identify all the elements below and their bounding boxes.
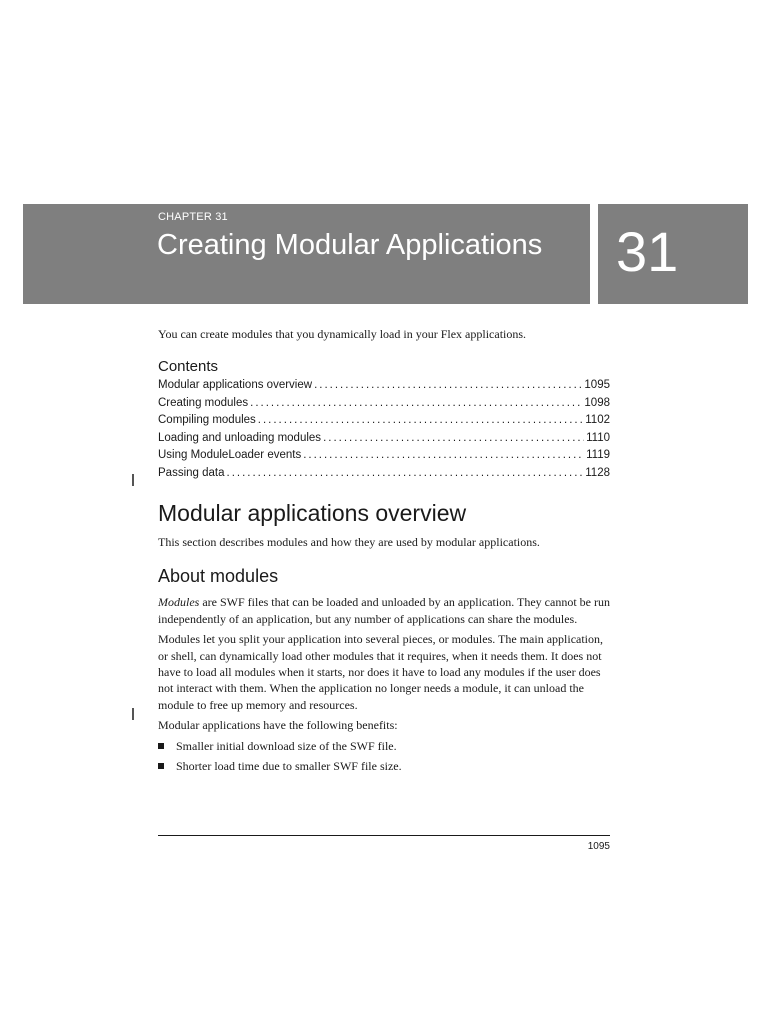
toc-leader: [314, 377, 582, 395]
toc-item-page[interactable]: 1128: [585, 466, 610, 479]
chapter-intro: You can create modules that you dynamically load in your Flex applications.: [158, 327, 527, 341]
table-of-contents: [158, 377, 610, 482]
toc-item-page[interactable]: 1119: [586, 449, 610, 461]
toc-item-page[interactable]: 1102: [585, 414, 610, 426]
modules-explanation-paragraph: Modules let you split your application into several pieces, or modules. The main application, or shell, can dynamically load other modules that it requires, when it needs them. It does not have to load all modules when it starts, nor does it have to load any modules if the user does not interact with them. When the application no longer needs a module, it can unload the module to free up memory and resources.: [158, 632, 604, 712]
toc-item-title[interactable]: Modular applications overview: [158, 379, 313, 391]
section-heading: Modular applications overview: [158, 500, 467, 526]
toc-item[interactable]: [158, 412, 610, 430]
chapter-number: 31: [616, 220, 679, 283]
change-bar: [132, 474, 134, 486]
modules-term: Modules: [158, 595, 200, 610]
modules-definition-paragraph: [158, 594, 610, 627]
toc-leader: [303, 447, 584, 465]
list-item: [158, 758, 610, 774]
contents-heading: Contents: [158, 358, 219, 375]
toc-item-title[interactable]: Using ModuleLoader events: [158, 449, 302, 461]
chapter-label: CHAPTER 31: [158, 211, 228, 223]
toc-item[interactable]: [158, 430, 610, 448]
chapter-header-band: [23, 204, 590, 304]
square-bullet-icon: [158, 743, 164, 749]
list-item-text: Shorter load time due to smaller SWF file size.: [176, 759, 402, 774]
toc-item[interactable]: [158, 465, 610, 483]
chapter-number-box: [598, 204, 748, 304]
toc-leader: [250, 395, 582, 413]
toc-leader: [323, 430, 584, 448]
toc-item-page[interactable]: 1095: [584, 379, 610, 391]
benefits-intro-paragraph: Modular applications have the following benefits:: [158, 718, 398, 733]
benefits-list: [158, 738, 610, 775]
toc-item[interactable]: [158, 447, 610, 465]
list-item: [158, 738, 610, 754]
chapter-title: Creating Modular Applications: [157, 229, 543, 261]
toc-item-title[interactable]: Loading and unloading modules: [158, 431, 322, 444]
footer-rule: [158, 835, 610, 836]
section-intro: This section describes modules and how they are used by modular applications.: [158, 535, 540, 549]
toc-item-title[interactable]: Creating modules: [158, 396, 249, 409]
toc-item-page[interactable]: 1098: [584, 396, 610, 409]
change-bar: [132, 708, 134, 720]
toc-item[interactable]: [158, 377, 610, 395]
list-item-text: Smaller initial download size of the SWF file.: [176, 738, 397, 753]
toc-item-page[interactable]: 1110: [586, 431, 610, 444]
toc-item-title[interactable]: Passing data: [158, 466, 225, 479]
page-content: [158, 326, 610, 778]
modules-definition-text: are SWF files that can be loaded and unloaded by an application. They cannot be run independently of an application, but any number of applications can share the modules.: [158, 595, 610, 626]
toc-leader: [258, 412, 583, 430]
toc-item[interactable]: [158, 395, 610, 413]
toc-leader: [227, 465, 584, 483]
toc-item-title[interactable]: Compiling modules: [158, 414, 256, 426]
page-number: 1095: [587, 841, 610, 852]
subsection-heading: About modules: [158, 566, 279, 587]
square-bullet-icon: [158, 763, 164, 769]
